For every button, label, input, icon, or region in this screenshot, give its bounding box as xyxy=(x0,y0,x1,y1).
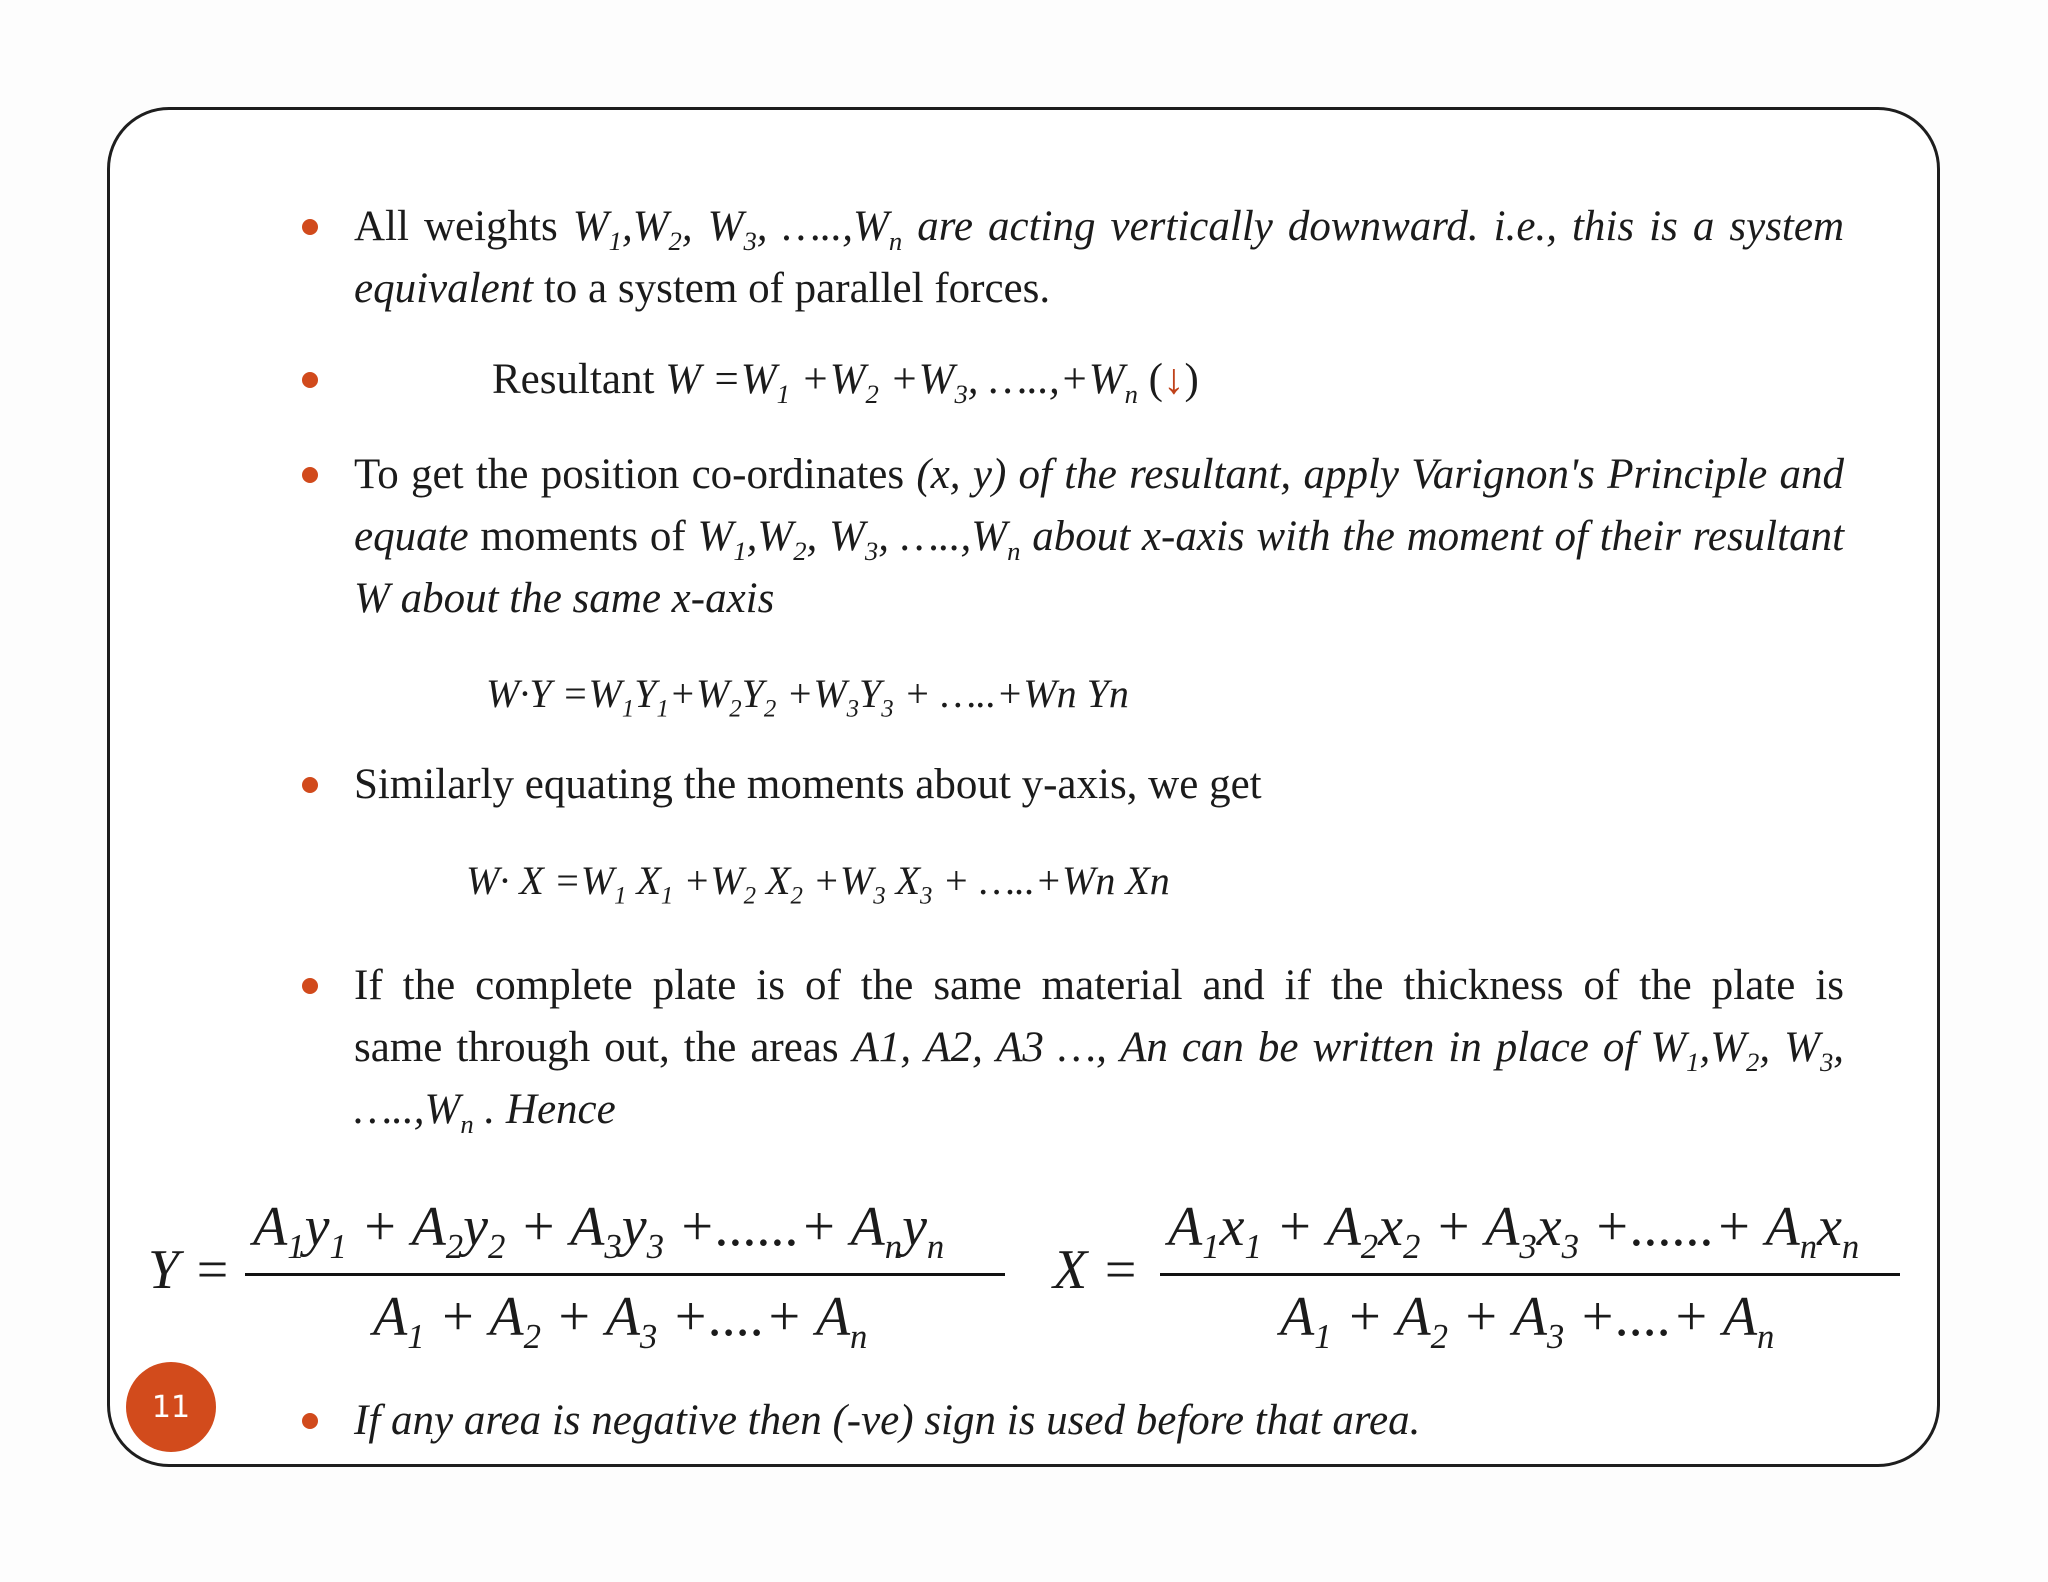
weights-list: $W_1,W_2$, $W_3$, $\dots..,W_n$ xyxy=(572,203,903,257)
moment-equation-x-axis: $W\cdot Y =W_1Y_1+W_2Y_2 +W_3Y_3$ + …..+Wn Yn xyxy=(486,671,1129,723)
weights-list-partial: $W_1,W_2$, $W_3$, xyxy=(1650,1024,1845,1078)
centroid-x-label: X = xyxy=(1053,1239,1139,1301)
resultant-equation: Resultant $W =W_1 +W_2 +W_3$, $\dots..,+W_n$ (↓) xyxy=(492,356,1199,410)
bullet-marker xyxy=(302,372,318,388)
arrow-down-icon: ↓ xyxy=(1163,356,1185,403)
centroid-y-formula xyxy=(245,1195,1005,1355)
bullet-marker xyxy=(302,978,318,994)
bullet-5-line-2: same through out, the areas A1, A2, A3 …, An can be written in place of $W_1,W_2$, $W_3$, xyxy=(354,1024,1845,1078)
centroid-y-numerator: $A_1y_1 + A_2y_2 + A_3y_3$ +......+ $A_ny_n$ xyxy=(253,1196,945,1267)
fraction-bar xyxy=(1160,1273,1900,1276)
bullet-1-line-1: All weights $W_1,W_2$, $W_3$, $\dots..,W_n$ are acting vertically downward. i.e., this is a system xyxy=(354,203,1845,257)
moment-equation-y-axis: $W\cdot X =W_1$ $X_1 +W_2$ $X_2 +W_3$ $X_3$ + …..+Wn Xn xyxy=(466,858,1170,910)
bullet-3-line-1: To get the position co-ordinates (x, y) of the resultant, apply Varignon's Principle and xyxy=(354,451,1844,498)
bullet-3-line-2: equate moments of $W_1,W_2$, $W_3$, $\dots..,W_n$ about x-axis with the moment of their resultant xyxy=(354,513,1845,567)
bullet-1-line-2: equivalent to a system of parallel forces. xyxy=(354,265,1051,312)
bullet-5-line-1: If the complete plate is of the same material and if the thickness of the plate is xyxy=(354,962,1844,1009)
bullet-5-line-3: $\dots..,W_n$ . Hence xyxy=(354,1086,616,1140)
bullet-marker xyxy=(302,467,318,483)
centroid-y-label: Y = xyxy=(148,1239,231,1301)
weights-list-end: $\dots..,W_n$ xyxy=(354,1086,474,1140)
bullet-4-text: Similarly equating the moments about y-axis, we get xyxy=(354,761,1262,808)
centroid-x-denominator: $A_1 + A_2 + A_3$ +....+ $A_n$ xyxy=(1280,1286,1775,1357)
bullet-3-line-3: W about the same x-axis xyxy=(354,575,775,622)
centroid-x-formula xyxy=(1160,1195,1900,1355)
fraction-bar xyxy=(245,1273,1005,1276)
centroid-x-numerator: $A_1x_1 + A_2x_2 + A_3x_3$ +......+ $A_nx_n$ xyxy=(1168,1196,1860,1267)
bullet-marker xyxy=(302,219,318,235)
bullet-marker xyxy=(302,1413,318,1429)
page-number-badge: 11 xyxy=(126,1362,216,1452)
bullet-marker xyxy=(302,777,318,793)
centroid-y-denominator: $A_1 + A_2 + A_3$ +....+ $A_n$ xyxy=(373,1286,868,1357)
bullet-6-text: If any area is negative then (-ve) sign is used before that area. xyxy=(354,1397,1421,1444)
resultant-formula: $W =W_1 +W_2 +W_3$, $\dots..,+W_n$ xyxy=(665,356,1138,410)
weights-list: $W_1,W_2$, $W_3$, $\dots..,W_n$ xyxy=(697,513,1021,567)
